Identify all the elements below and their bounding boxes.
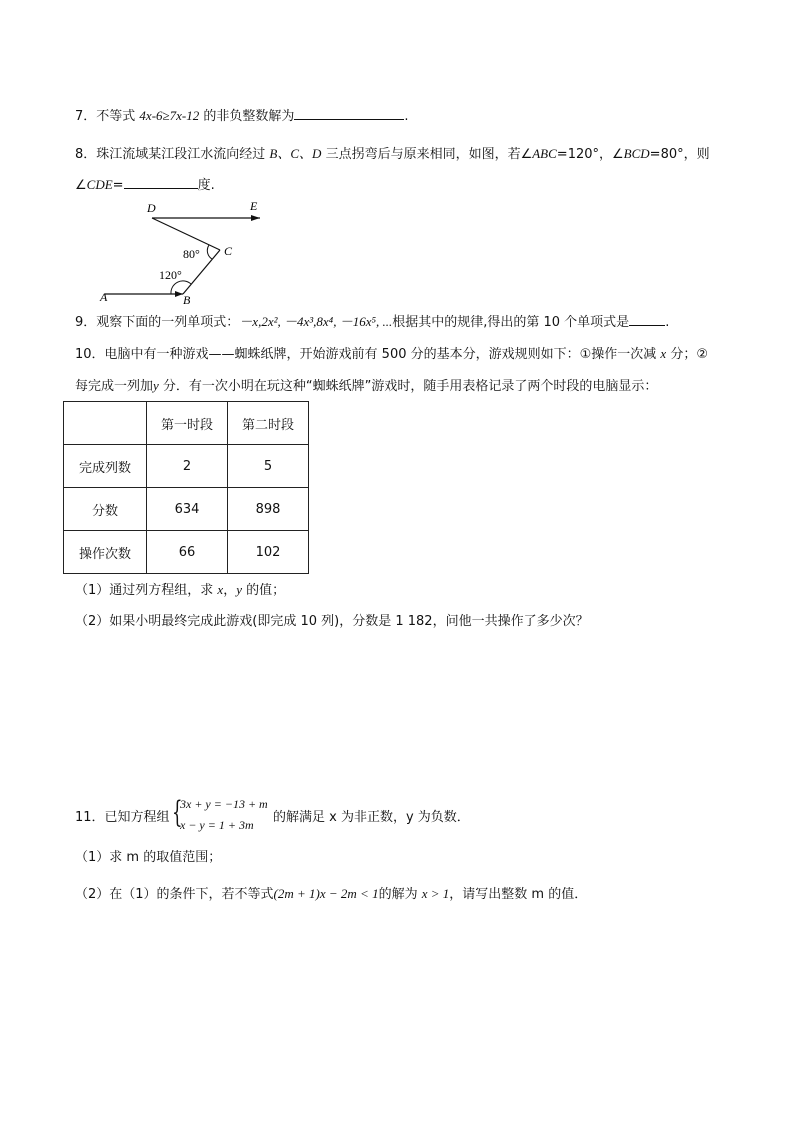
angle-label-B: 120°	[159, 268, 182, 282]
label-E: E	[250, 199, 258, 213]
inequality-expression: (2m + 1)x − 2m < 1	[273, 886, 379, 901]
table-row	[64, 445, 309, 488]
question-8-line-2: ∠CDE= 度.	[75, 177, 215, 193]
question-10-line-1: 10．电脑中有一种游戏——蜘蛛纸牌，开始游戏前有 500 分的基本分，游戏规则如下：①操作一次减 x 分；②	[75, 346, 708, 362]
angle-label-C: 80°	[183, 247, 200, 261]
table-cell: 2	[147, 445, 228, 488]
score-table	[63, 401, 309, 574]
monomial-sequence: －x,2x², －4x³,8x⁴, －16x⁵, ...	[239, 314, 393, 329]
answer-blank	[629, 313, 665, 326]
label-B: B	[183, 293, 191, 307]
label-A: A	[100, 290, 108, 304]
table-cell: 66	[147, 531, 228, 574]
table-cell: 102	[228, 531, 309, 574]
table-cell: 5	[228, 445, 309, 488]
question-number: 9．	[75, 315, 97, 330]
question-9: 9．观察下面的一列单项式：－x,2x², －4x³,8x⁴, －16x⁵, ...根据其中的规律,得出的第 10 个单项式是 .	[75, 314, 670, 330]
table-cell: 完成列数	[64, 445, 147, 488]
table-row	[64, 488, 309, 531]
label-D: D	[147, 201, 156, 215]
answer-blank	[124, 176, 198, 189]
question-number: 10．	[75, 347, 105, 362]
table-cell: 898	[228, 488, 309, 531]
question-number: 8．	[75, 147, 97, 162]
question-11-line-1-tail: 的解满足 x 为非正数，y 为负数．	[273, 810, 470, 825]
table-row	[64, 531, 309, 574]
line-CD	[152, 218, 220, 250]
arrow-head	[251, 215, 260, 221]
equation-1: 3x + y = −13 + m	[180, 797, 268, 811]
table-header-cell: 第一时段	[147, 402, 228, 445]
table-cell: 634	[147, 488, 228, 531]
table-cell: 分数	[64, 488, 147, 531]
equation-brace: {	[172, 795, 183, 830]
question-11-line-1: 11．已知方程组	[75, 810, 170, 825]
question-8-line-1: 8．珠江流域某江段江水流向经过 B、C、D 三点拐弯后与原来相同，如图，若∠ABC=120°，∠BCD=80°，则	[75, 146, 710, 162]
table-cell: 操作次数	[64, 531, 147, 574]
table-header-cell: 第二时段	[228, 402, 309, 445]
question-10-sub-1: （1）通过列方程组，求 x，y 的值；	[75, 582, 286, 598]
question-7: 7．不等式 4x-6≥7x-12 的非负整数解为 .	[75, 108, 409, 124]
table-header-row	[64, 402, 309, 445]
question-10-line-2: 每完成一列加y 分．有一次小明在玩这种“蜘蛛纸牌”游戏时，随手用表格记录了两个时段的电脑显示：	[75, 378, 658, 394]
answer-blank	[294, 107, 404, 120]
question-number: 11．	[75, 810, 105, 825]
angle-arc-C	[207, 245, 212, 259]
question-11-sub-2: （2）在（1）的条件下，若不等式(2m + 1)x − 2m < 1的解为 x > 1，请写出整数 m 的值．	[75, 886, 588, 902]
river-bend-figure	[95, 198, 295, 308]
question-11-sub-1: （1）求 m 的取值范围；	[75, 850, 222, 865]
inequality-expression: 4x-6≥7x-12	[139, 108, 200, 123]
equation-2: x − y = 1 + 3m	[180, 818, 254, 832]
table-header-cell	[64, 402, 147, 445]
arrow-head	[175, 291, 183, 297]
question-number: 7．	[75, 109, 97, 124]
label-C: C	[224, 244, 233, 258]
question-10-sub-2: （2）如果小明最终完成此游戏(即完成 10 列)，分数是 1 182，问他一共操作了多少次？	[75, 614, 589, 629]
